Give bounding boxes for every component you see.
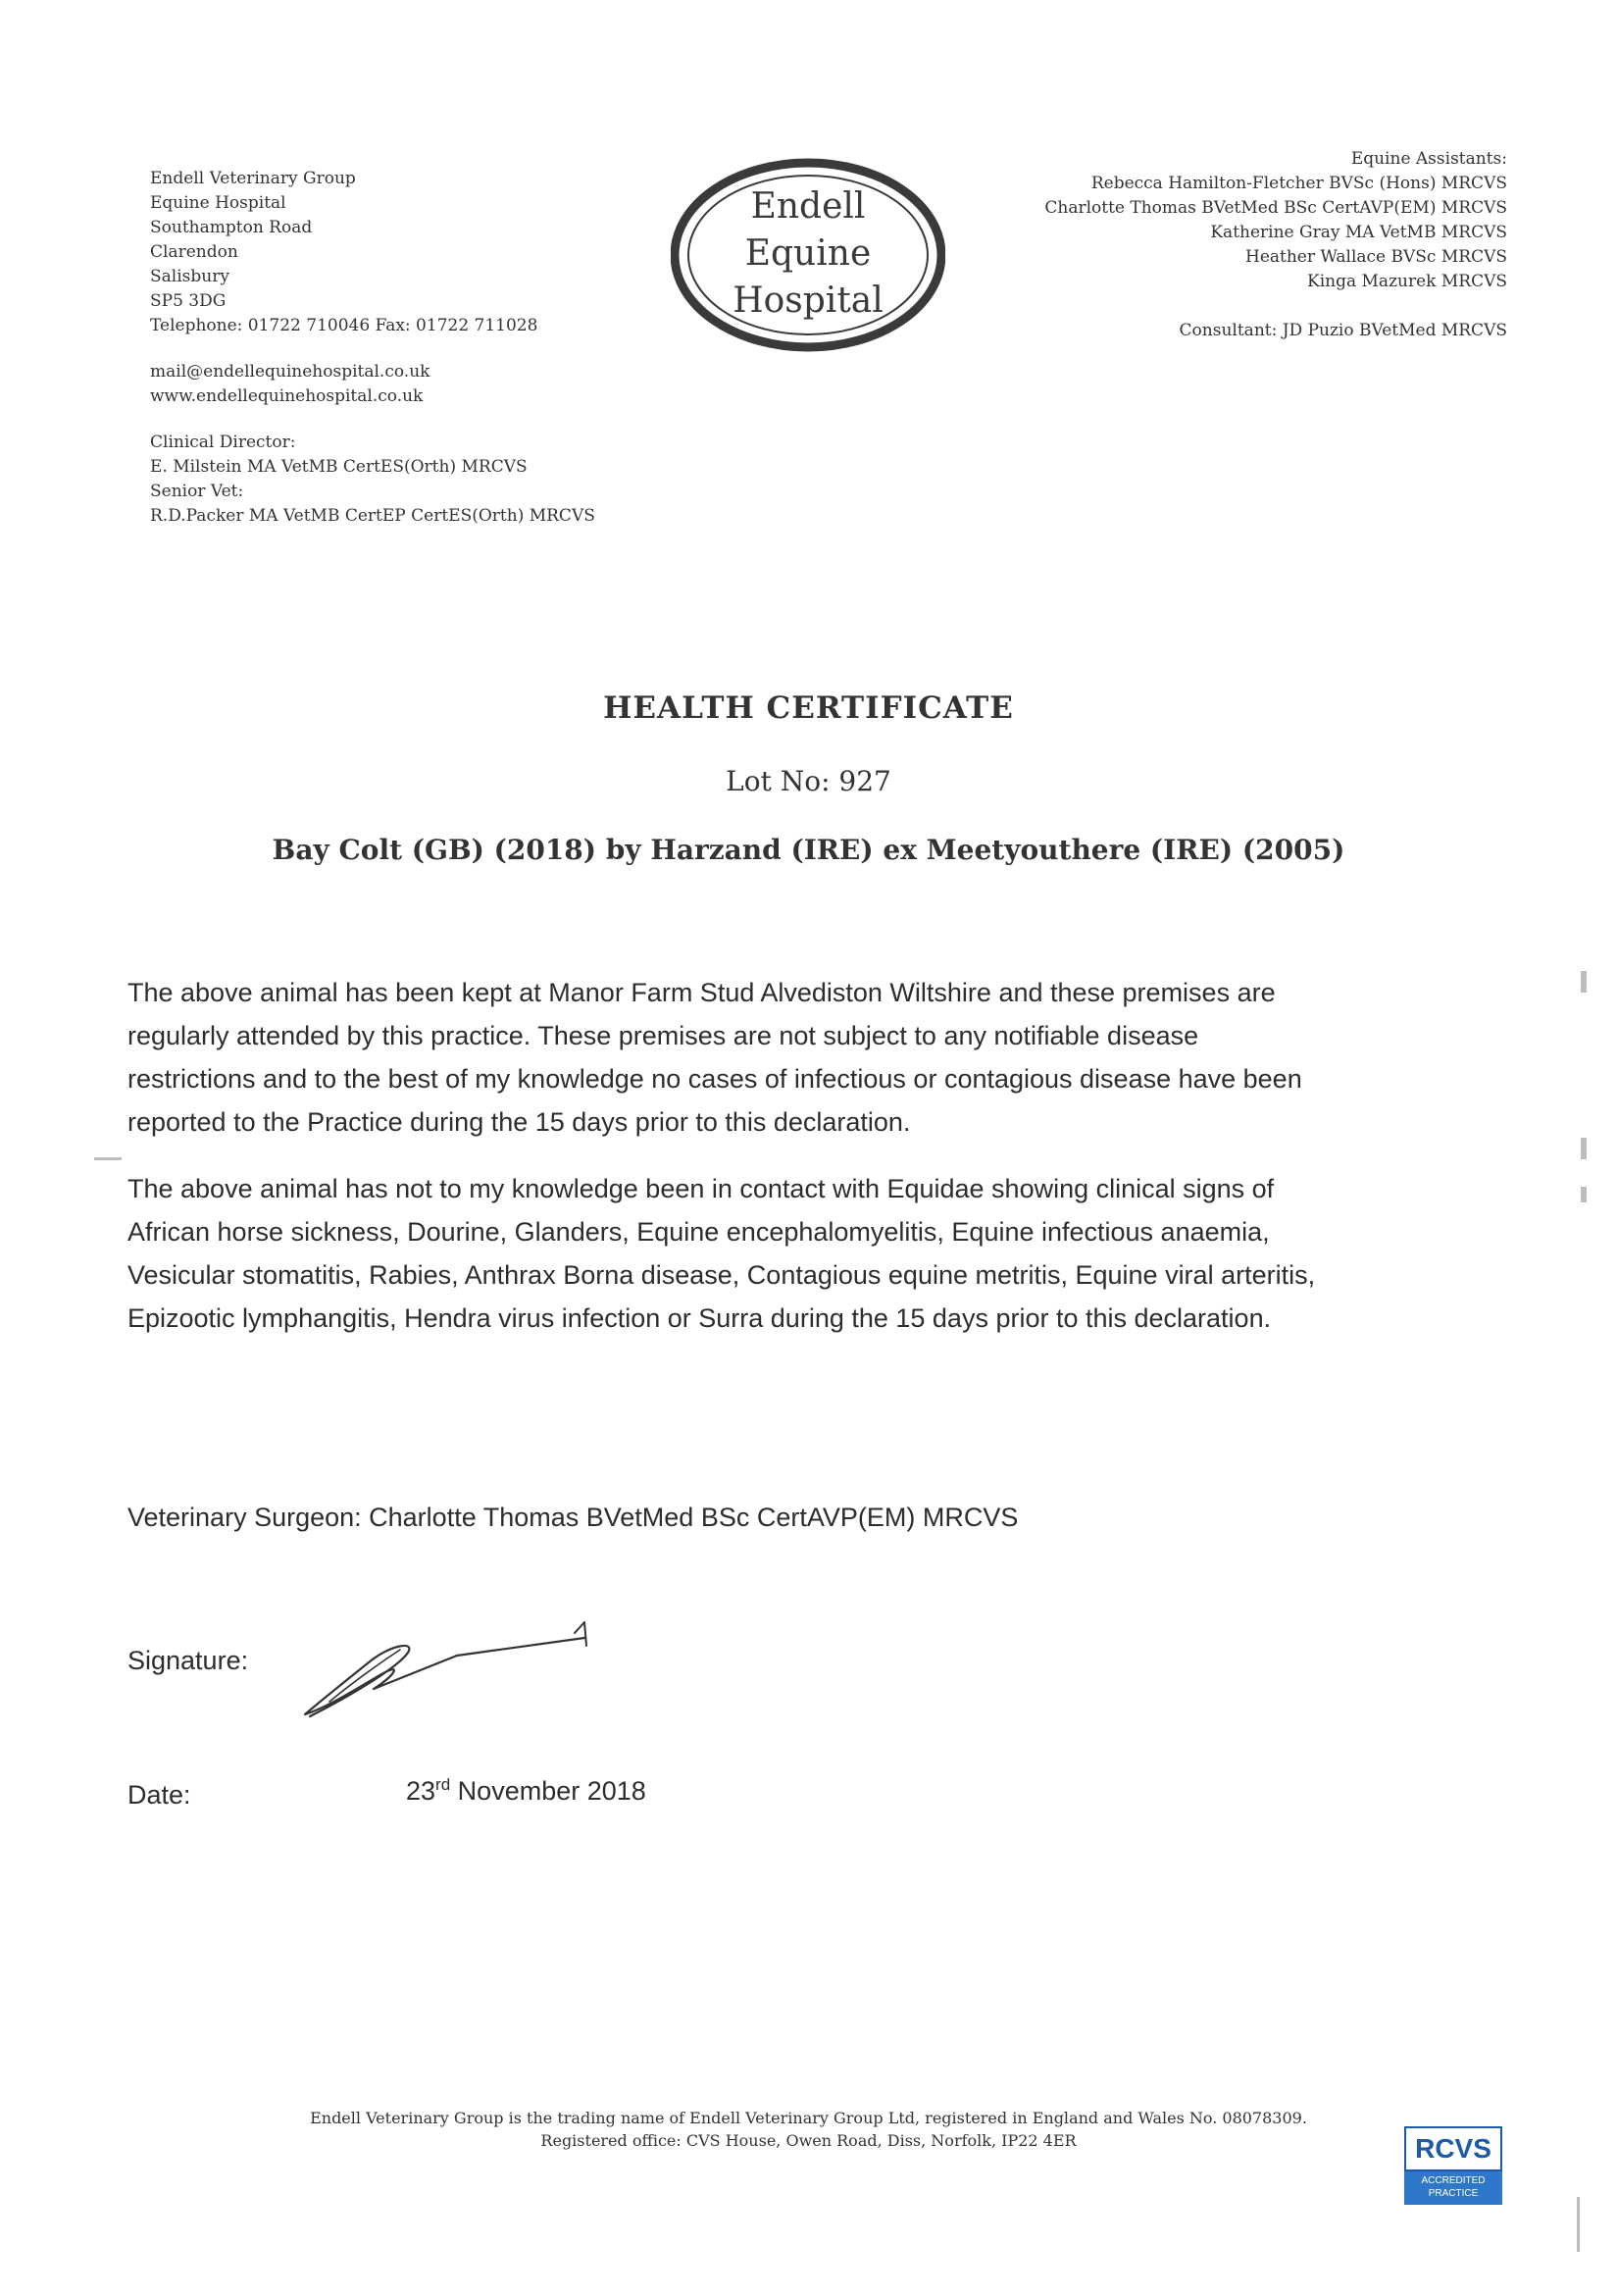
date-label: Date: [127, 1780, 191, 1810]
date-month-year: November 2018 [450, 1776, 646, 1806]
endell-equine-hospital-logo [671, 157, 945, 353]
scan-mark [1577, 2197, 1580, 2252]
footer-company-line: Endell Veterinary Group is the trading name of Endell Veterinary Group Ltd, registered in England and Wales No. 08078309. [310, 2109, 1307, 2127]
assistant-name: Charlotte Thomas BVetMed BSc CertAVP(EM) MRCVS [1044, 198, 1507, 218]
date-day: 23 [406, 1776, 436, 1806]
paragraph-line: Vesicular stomatitis, Rabies, Anthrax Borna disease, Contagious equine metritis, Equine viral arteritis, [127, 1260, 1316, 1290]
logo-text-line: Endell [750, 186, 866, 227]
paragraph-line: Epizootic lymphangitis, Hendra virus infection or Surra during the 15 days prior to this declaration. [127, 1303, 1272, 1333]
lot-number: Lot No: 927 [726, 765, 891, 797]
paragraph-line: regularly attended by this practice. These premises are not subject to any notifiable disease [127, 1021, 1199, 1050]
assistant-name: Katherine Gray MA VetMB MRCVS [1210, 223, 1507, 242]
rcvs-accredited-text: ACCREDITED PRACTICE [1404, 2171, 1502, 2205]
scan-mark [1581, 971, 1587, 993]
assistant-name: Rebecca Hamilton-Fletcher BVSc (Hons) MRCVS [1090, 174, 1507, 193]
veterinary-surgeon-line: Veterinary Surgeon: Charlotte Thomas BVetMed BSc CertAVP(EM) MRCVS [127, 1503, 1019, 1532]
website-address: www.endellequinehospital.co.uk [150, 386, 424, 406]
date-ordinal-suffix: rd [435, 1775, 451, 1794]
logo-text-line: Equine [744, 233, 872, 274]
scan-mark [1581, 1187, 1587, 1202]
paragraph-line: restrictions and to the best of my knowledge no cases of infectious or contagious disease have been [127, 1064, 1302, 1094]
date-value [406, 1775, 646, 1807]
consultant-line: Consultant: JD Puzio BVetMed MRCVS [1179, 321, 1507, 340]
address-line: Equine Hospital [150, 193, 286, 213]
senior-vet-name: R.D.Packer MA VetMB CertEP CertES(Orth) MRCVS [150, 506, 595, 526]
letterhead-address-block [150, 167, 595, 529]
address-line: Endell Veterinary Group [150, 169, 356, 188]
address-line: Clarendon [150, 242, 238, 262]
letterhead-staff-block [1044, 147, 1507, 343]
handwritten-signature [290, 1608, 604, 1726]
clinical-director-name: E. Milstein MA VetMB CertES(Orth) MRCVS [150, 457, 528, 477]
assistant-name: Kinga Mazurek MRCVS [1307, 272, 1507, 291]
premises-declaration-paragraph [127, 971, 1500, 1144]
logo-text-line: Hospital [733, 281, 884, 321]
equine-assistants-label: Equine Assistants: [1350, 149, 1507, 169]
telephone-fax: Telephone: 01722 710046 Fax: 01722 711028 [150, 316, 538, 335]
paragraph-line: African horse sickness, Dourine, Glanders, Equine encephalomyelitis, Equine infectious anaemia, [127, 1217, 1270, 1247]
contact-declaration-paragraph [127, 1167, 1500, 1340]
assistant-name: Heather Wallace BVSc MRCVS [1245, 247, 1507, 267]
signature-scribble-icon [290, 1608, 604, 1726]
horse-description: Bay Colt (GB) (2018) by Harzand (IRE) ex Meetyouthere (IRE) (2005) [272, 834, 1345, 866]
footer-office-line: Registered office: CVS House, Owen Road, Diss, Norfolk, IP22 4ER [540, 2131, 1077, 2150]
scan-mark [94, 1157, 122, 1160]
address-line: Southampton Road [150, 218, 313, 237]
rcvs-logo-text: RCVS [1404, 2126, 1502, 2171]
address-line: SP5 3DG [150, 291, 227, 311]
rcvs-accreditation-badge [1404, 2126, 1502, 2205]
signature-label: Signature: [127, 1646, 249, 1675]
email-address: mail@endellequinehospital.co.uk [150, 362, 430, 382]
scan-mark [1581, 1138, 1587, 1159]
address-line: Salisbury [150, 267, 229, 286]
paragraph-line: The above animal has been kept at Manor Farm Stud Alvediston Wiltshire and these premises are [127, 978, 1276, 1007]
certificate-title: HEALTH CERTIFICATE [603, 690, 1014, 726]
paragraph-line: reported to the Practice during the 15 days prior to this declaration. [127, 1107, 911, 1137]
paragraph-line: The above animal has not to my knowledge been in contact with Equidae showing clinical signs of [127, 1174, 1275, 1203]
clinical-director-label: Clinical Director: [150, 433, 296, 452]
senior-vet-label: Senior Vet: [150, 482, 244, 501]
